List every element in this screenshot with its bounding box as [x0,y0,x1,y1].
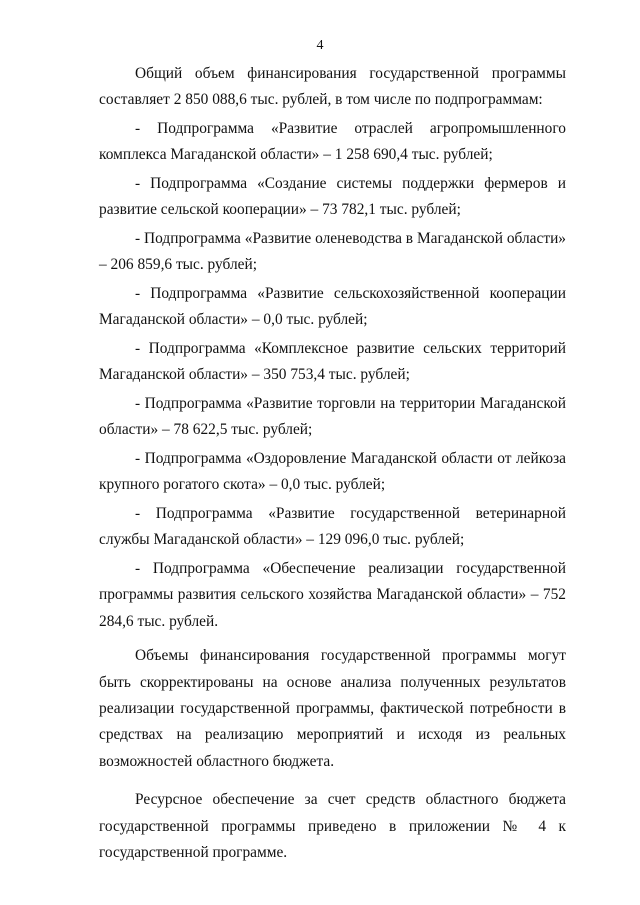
subprogram-item: - Подпрограмма «Развитие торговли на территории Магаданской области» – 78 622,5 тыс. рублей; [99,395,566,439]
subprogram-item: - Подпрограмма «Обеспечение реализации государственной программы развития сельского хозяйства Магаданской области» – 752 284,6 тыс. рублей. [99,560,566,630]
subprogram-item: - Подпрограмма «Оздоровление Магаданской области от лейкоза крупного рогатого скота» – 0,0 тыс. рублей; [99,450,566,494]
subprogram-item: - Подпрограмма «Развитие государственной ветеринарной службы Магаданской области» – 129 096,0 тыс. рублей; [99,505,566,549]
subprogram-item: - Подпрограмма «Развитие сельскохозяйственной кооперации Магаданской области» – 0,0 тыс. рублей; [99,285,566,329]
page-number: 4 [316,38,324,53]
document-body [99,61,566,866]
subprogram-item: - Подпрограмма «Развитие оленеводства в Магаданской области» – 206 859,6 тыс. рублей; [99,230,566,274]
subprogram-item: - Подпрограмма «Развитие отраслей агропромышленного комплекса Магаданской области» – 1 258 690,4 тыс. рублей; [99,120,566,164]
adjustment-paragraph: Объемы финансирования государственной программы могут быть скорректированы на основе анализа полученных результатов реализации государственной программы, фактической потребности в средствах на реализацию мероприятий и исходя из реальных возможностей областного бюджета. [99,647,566,770]
closing-paragraph: Ресурсное обеспечение за счет средств областного бюджета государственной программы приведено в приложении № 4 к государственной программе. [99,791,566,862]
subprogram-item: - Подпрограмма «Создание системы поддержки фермеров и развитие сельской кооперации» – 73 782,1 тыс. рублей; [99,175,566,219]
intro-paragraph: Общий объем финансирования государственной программы составляет 2 850 088,6 тыс. рублей, в том числе по подпрограммам: [99,65,566,109]
subprogram-item: - Подпрограмма «Комплексное развитие сельских территорий Магаданской области» – 350 753,4 тыс. рублей; [99,340,566,384]
